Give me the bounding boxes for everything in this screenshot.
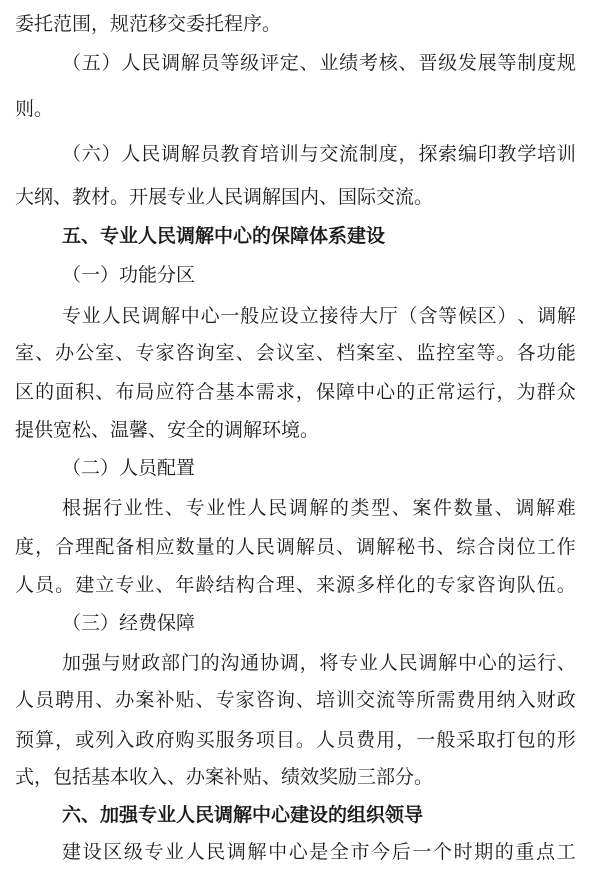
text-line-9: 室 、 办 公 室 、 专 家 咨 询 室 、 会 议 室 、 档 案 室 、 监 控 室 等 。 各 功 能 bbox=[15, 342, 576, 364]
section-heading-6: 六、加强专业人民调解中心建设的组织领导 bbox=[62, 804, 424, 826]
text-line-15: 人 员 。 建 立 专 业 、 年 龄 结 构 合 理 、 来 源 多 样 化 的 专 家 咨 询 队 伍 。 bbox=[15, 574, 576, 596]
text-line-11: 提供宽松、温馨、安全的调解环境。 bbox=[15, 419, 320, 441]
text-line-5: 大纲、教材。开展专业人民调解国内、国际交流。 bbox=[15, 186, 434, 208]
text-line-1: 委托范围，规范移交委托程序。 bbox=[15, 13, 282, 35]
text-line-19: 预 算 ， 或 列 入 政 府 购 买 服 务 项 目 。 人 员 费 用 ， 一 般 采 取 打 包 的 形 bbox=[15, 729, 576, 751]
text-line-4: （ 六 ） 人 民 调 解 员 教 育 培 训 与 交 流 制 度 ， 探 索 编 印 教 学 培 训 bbox=[62, 143, 576, 165]
text-line-18: 人 员 聘 用 、 办 案 补 贴 、 专 家 咨 询 、 培 训 交 流 等 所 需 费 用 纳 入 财 政 bbox=[15, 689, 576, 711]
text-line-8: 专 业 人 民 调 解 中 心 一 般 应 设 立 接 待 大 厅 （ 含 等 候 区 ） 、 调 解 bbox=[62, 305, 576, 327]
text-line-22: 建 设 区 级 专 业 人 民 调 解 中 心 是 全 市 今 后 一 个 时 期 的 重 点 工 bbox=[62, 841, 576, 863]
subheading-1: （一）功能分区 bbox=[62, 264, 196, 286]
text-line-10: 区 的 面 积 、 布 局 应 符 合 基 本 需 求 ， 保 障 中 心 的 正 常 运 行 ， 为 群 众 bbox=[15, 381, 576, 403]
text-line-3: 则。 bbox=[15, 98, 54, 120]
subheading-3: （三）经费保障 bbox=[62, 612, 196, 634]
text-line-13: 根 据 行 业 性 、 专 业 性 人 民 调 解 的 类 型 、 案 件 数 量 、 调 解 难 bbox=[62, 497, 576, 519]
section-heading-5: 五、专业人民调解中心的保障体系建设 bbox=[62, 225, 386, 247]
text-line-20: 式，包括基本收入、办案补贴、绩效奖励三部分。 bbox=[15, 766, 434, 788]
text-line-2: （ 五 ） 人 民 调 解 员 等 级 评 定 、 业 绩 考 核 、 晋 级 发 展 等 制 度 规 bbox=[62, 52, 576, 74]
text-line-17: 加 强 与 财 政 部 门 的 沟 通 协 调 ， 将 专 业 人 民 调 解 中 心 的 运 行 、 bbox=[62, 652, 576, 674]
subheading-2: （二）人员配置 bbox=[62, 457, 196, 479]
text-line-14: 度 ， 合 理 配 备 相 应 数 量 的 人 民 调 解 员 、 调 解 秘 书 、 综 合 岗 位 工 作 bbox=[15, 536, 576, 558]
